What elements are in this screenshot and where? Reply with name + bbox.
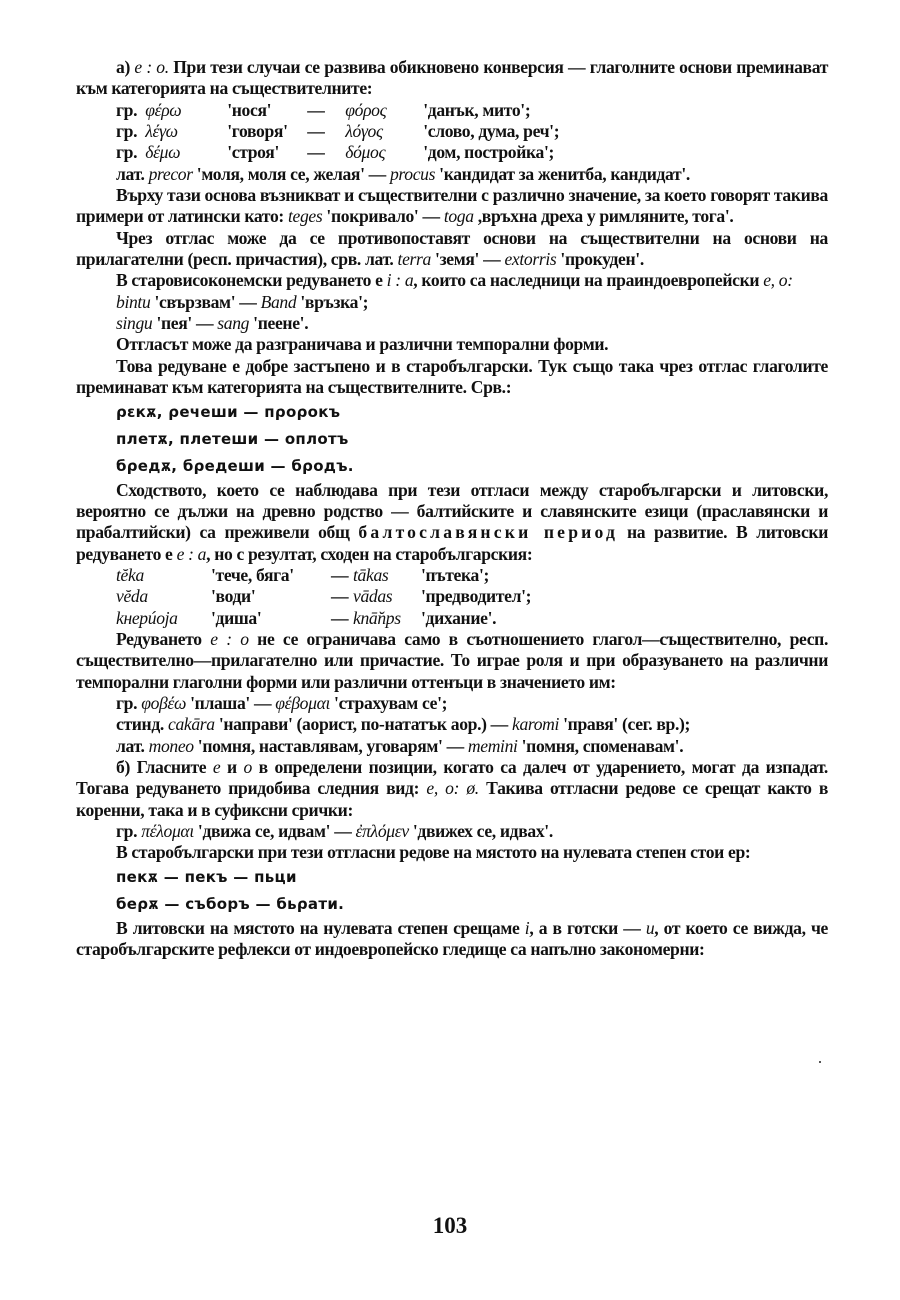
example-word: extorris [504, 249, 557, 270]
book-page [76, 57, 828, 960]
example-gloss: 'пътека'; [421, 564, 489, 585]
lang-abbr: лат. [116, 163, 145, 184]
dash: — [331, 607, 349, 628]
example-gloss: 'движа се, идвам' — [193, 821, 356, 841]
section-marker: а) [116, 57, 130, 77]
lithuanian-example [76, 565, 828, 586]
paragraph-text: , а в готски — [529, 917, 646, 938]
basis-paragraph [76, 185, 828, 228]
lang-abbr: гр. [116, 121, 138, 142]
example-word: tākas [353, 564, 389, 585]
dash: — [307, 121, 325, 142]
example-gloss: 'направи' (аорист, по-нататък аор.) — [214, 714, 512, 735]
example-gloss: 'пеене'. [249, 313, 309, 334]
temporal-paragraph: Отгласът може да разграничава и различни темпорални форми. [116, 334, 609, 355]
ablaut-formula: e : o. [134, 57, 169, 77]
example-word: cakāra [168, 714, 215, 735]
paragraph-text: Редуването [116, 628, 211, 649]
example-gloss: 'помня, наставлявам, уговарям' — [193, 735, 468, 756]
example-gloss: 'слово, дума, реч'; [423, 121, 560, 142]
ablaut-formula: e : a [176, 543, 207, 564]
final-paragraph [76, 918, 828, 961]
oldbulg-paragraph: Това редуване е добре застъпено и в старобългарски. Тук също така чрез отглас глаголите преминават към категорията на съществителните. Срв.: [76, 355, 828, 398]
paragraph-text: 'покривало' — [322, 206, 444, 227]
paragraph-text: Върху тази основа възникват и съществителни с различно значение, за което говорят такива примери от латински като: [76, 185, 828, 227]
sanskrit-tense-example [76, 714, 828, 735]
paragraph-text: Такива отгласни редове се срещат както в коренни, така и в суфиксни срички: [76, 778, 829, 820]
paragraph-text: ,връхна дреха у римляните, тога'. [473, 206, 734, 227]
example-gloss: 'строя' [227, 142, 279, 163]
example-word: πέλομαι [141, 821, 194, 841]
zero-grade-paragraph: В старобългарски при тези отгласни редове на мястото на нулевата степен стои ер: [116, 842, 751, 863]
example-gloss: 'данък, мито'; [423, 99, 531, 120]
example-gloss: 'предводител'; [421, 586, 532, 607]
example-word: vĕda [116, 586, 148, 607]
example-word: φέρω [145, 99, 182, 120]
lithuanian-example [76, 586, 828, 607]
example-word: kнepúoja [116, 607, 178, 628]
example-gloss: 'връзка'; [296, 291, 369, 312]
example-gloss: 'правя' (сег. вр.); [559, 714, 691, 735]
example-word: δόμος [345, 142, 386, 163]
example-gloss: 'кандидат за женитба, кандидат'. [435, 163, 690, 184]
paragraph-text: Чрез отглас може да се противопоставят основи на съществителни на основи на прилагателни (респ. причастия), срв. лат. [76, 227, 828, 270]
greek-tense-example [76, 693, 828, 714]
lang-abbr: стинд. [116, 714, 164, 735]
example-word: tĕka [116, 564, 144, 585]
example-gloss: 'помня, споменавам'. [517, 735, 684, 756]
ablaut-formula: e : o [210, 628, 249, 649]
example-word: bintu [116, 291, 151, 312]
example-word: precor [148, 163, 193, 184]
dash: — [307, 99, 325, 120]
paragraph-text: 'земя' — [430, 249, 505, 270]
vowel: i [524, 917, 530, 938]
latin-example [76, 164, 828, 185]
example-word: λέγω [145, 121, 178, 142]
lithuanian-example [76, 608, 828, 629]
example-word: memini [467, 735, 518, 756]
example-word: singu [116, 313, 153, 334]
latin-tense-example [76, 736, 828, 757]
not-limited-paragraph [76, 629, 828, 693]
zero-grade-example: беρѫ — съборъ — бьρати. [116, 894, 345, 913]
example-word: karomi [511, 714, 560, 735]
example-gloss: 'нося' [227, 99, 272, 120]
lang-abbr: лат. [116, 735, 145, 756]
lang-abbr: гр. [116, 692, 138, 713]
example-word: φόρος [345, 99, 387, 120]
example-gloss: 'диша' [211, 607, 262, 628]
example-word: sang [217, 313, 250, 334]
paragraph-text: 'прокуден'. [556, 249, 644, 270]
ablaut-formula: e, o: [763, 270, 793, 291]
example-gloss: 'говоря' [227, 121, 288, 142]
example-gloss: 'дом, постройка'; [423, 142, 555, 163]
example-gloss: 'пея' — [152, 313, 218, 334]
vowel: e [212, 756, 221, 777]
paragraph-text: Сходството, което се наблюдава при тези отгласи между старобългарски и литовски, вероятно се дължи на древно родство — балтийските и славянските езици (праславянски и прабалтийски) са преживели общ [76, 479, 828, 543]
similarity-paragraph [76, 480, 828, 565]
example-word: Band [260, 291, 297, 312]
paragraph-text: б) Гласните [116, 756, 213, 777]
oldbulg-example: бρедѫ, бρедеши — бρодъ. [116, 456, 354, 475]
example-gloss: 'страхувам се'; [330, 692, 448, 713]
vowel: o [243, 756, 252, 777]
paragraph-text: , но с резултат, сходен на старобългарския: [206, 543, 533, 564]
example-gloss: 'плаша' — [186, 692, 276, 713]
paragraph-text: , от което се вижда, че старобългарските рефлекси от индоевропейско гледище са напълно закономерни: [76, 917, 828, 960]
paragraph-text: не се ограничава само в съотношението глагол—съществително, респ. съществително—прилагателно или причастие. То играе роля и при образуването на различни темпорални глаголни форми или различни оттенъци в значението им: [76, 628, 829, 692]
example-gloss: 'тече, бяга' [211, 564, 294, 585]
greek-example [76, 121, 828, 142]
example-gloss: 'води' [211, 586, 256, 607]
example-word: vādas [353, 586, 393, 607]
lang-abbr: гр. [116, 142, 138, 163]
dash: — [331, 564, 349, 585]
example-gloss: 'свързвам' — [150, 291, 261, 312]
example-word: toga [443, 206, 474, 227]
example-word: moneo [148, 735, 194, 756]
print-speck [819, 1061, 821, 1063]
paragraph-text: в определени позиции, когато са далеч от ударението, могат да изпадат. Тогава редуването придобива следния вид: [76, 756, 828, 799]
section-a-paragraph [76, 57, 828, 100]
section-b-paragraph [76, 757, 828, 821]
paragraph-text: на развитие. В литовски редуването е [76, 522, 829, 564]
example-word: φοβέω [141, 692, 187, 713]
paragraph-text: При тези случаи се развива обикновено конверсия — глаголните основи преминават към категорията на съществителните: [76, 57, 828, 99]
example-word: teges [287, 206, 323, 227]
lang-abbr: гр. [116, 99, 138, 120]
example-gloss: 'моля, моля се, желая' — [192, 163, 390, 184]
example-word: δέμω [145, 142, 181, 163]
page-number: 103 [432, 1213, 468, 1238]
ablaut-paragraph [76, 228, 828, 271]
paragraph-text: , които са наследници на праиндоевропейски [413, 270, 764, 291]
ablaut-formula: e, o: ø. [426, 778, 479, 799]
ablaut-formula: i : a [386, 270, 414, 291]
example-gloss: 'дихание'. [421, 607, 497, 628]
example-gloss: 'движех се, идвах'. [408, 821, 553, 841]
dash: — [331, 586, 349, 607]
oldbulg-example: ρεкѫ, ρечеши — пρоρокъ [116, 402, 341, 421]
example-word: procus [389, 163, 436, 184]
example-word: λόγος [345, 121, 383, 142]
zero-grade-example: пекѫ — пекъ — пьци [116, 867, 297, 886]
greek-example [76, 142, 828, 163]
greek-zero-grade-example [76, 821, 828, 842]
ohg-example [76, 292, 828, 313]
paragraph-text: В старовисоконемски редуването е [116, 270, 387, 291]
greek-example [76, 100, 828, 121]
paragraph-text: и [220, 756, 244, 777]
ohg-paragraph [76, 270, 828, 291]
ohg-example [76, 313, 828, 334]
example-word: ἐπλόμεν [355, 821, 409, 841]
lang-abbr: гр. [116, 821, 138, 841]
dash: — [307, 142, 325, 163]
oldbulg-example: плетѫ, плетеши — оплотъ [116, 429, 349, 448]
example-word: φέβομαι [275, 692, 330, 713]
paragraph-text: В литовски на мястото на нулевата степен срещаме [116, 917, 525, 938]
example-word: terra [397, 249, 431, 270]
spaced-term: балтославянски период [358, 522, 619, 543]
vowel: u [645, 917, 655, 938]
example-word: knā̆nps [353, 607, 401, 628]
